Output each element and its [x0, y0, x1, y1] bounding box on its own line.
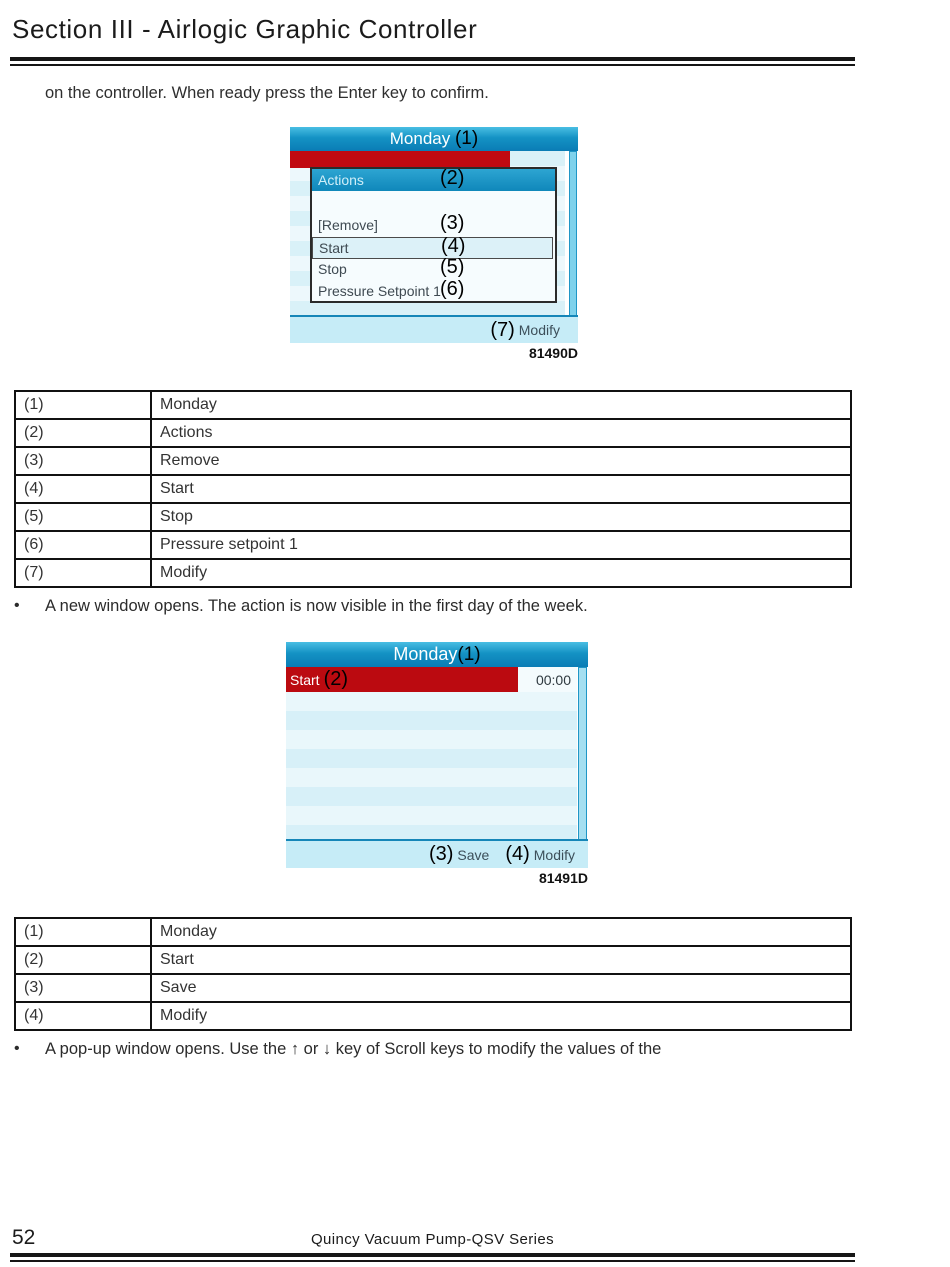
table-row: [15, 918, 851, 946]
intro-text: on the controller. When ready press the Enter key to confirm.: [45, 84, 489, 102]
scrollbar-thumb[interactable]: [569, 151, 577, 317]
callout-6: (6): [440, 278, 465, 300]
selected-day-row[interactable]: [290, 151, 510, 168]
key-num: (7): [15, 559, 151, 587]
softkey-modify[interactable]: [505, 843, 575, 866]
header-rule: [10, 57, 855, 66]
schedule-row-start[interactable]: [286, 667, 577, 692]
key-label: Actions: [151, 419, 851, 447]
screen2-scrollbar[interactable]: [577, 667, 588, 841]
key-label: Pressure setpoint 1: [151, 531, 851, 559]
key-label: Remove: [151, 447, 851, 475]
callout-5: (5): [440, 256, 465, 278]
callout-3: (3): [440, 212, 465, 234]
table-row: [15, 419, 851, 447]
callout-key-table-1: [14, 390, 852, 588]
controller-screen-2: [286, 642, 588, 868]
callout-4: (4): [441, 235, 466, 257]
softkey-save[interactable]: [429, 843, 489, 866]
screen2-softkey-bar: [286, 841, 588, 868]
menu-item-stop[interactable]: [312, 256, 555, 281]
bullet-text: A new window opens. The action is now visible in the first day of the week.: [45, 597, 588, 615]
figure2-id: 81491D: [538, 870, 588, 886]
schedule-action-cell[interactable]: [286, 667, 518, 692]
key-num: (5): [15, 503, 151, 531]
screen1-softkey-bar: [290, 317, 578, 343]
key-num: (6): [15, 531, 151, 559]
schedule-action-label: Start: [290, 671, 320, 688]
softkey-label: Modify: [518, 322, 560, 338]
section-title: Section III - Airlogic Graphic Controller: [12, 14, 478, 44]
bullet-item-2: [14, 1040, 950, 1059]
menu-item-label: Pressure Setpoint 1: [318, 283, 441, 299]
callout-4: (4): [505, 843, 530, 865]
key-num: (2): [15, 946, 151, 974]
table-row: [15, 974, 851, 1002]
page-header: [12, 14, 938, 45]
footer-rule: [10, 1253, 855, 1262]
softkey-modify[interactable]: [490, 319, 560, 342]
figure1-id: 81490D: [528, 345, 578, 361]
schedule-time-cell[interactable]: [518, 667, 577, 692]
key-label: Start: [151, 946, 851, 974]
dialog-spacer: [312, 191, 555, 215]
table-row: [15, 946, 851, 974]
scrollbar-thumb[interactable]: [578, 667, 587, 841]
table-row: [15, 391, 851, 419]
page-footer: [0, 1226, 950, 1262]
bullet-dot: •: [14, 597, 20, 614]
callout-key-table-2: [14, 917, 852, 1031]
table-row: [15, 559, 851, 587]
screen1-scrollbar[interactable]: [565, 151, 578, 317]
screen1-title: Monday: [389, 129, 451, 148]
callout-2: (2): [323, 668, 349, 690]
key-label: Stop: [151, 503, 851, 531]
actions-dialog: [310, 167, 557, 303]
table-row: [15, 475, 851, 503]
key-label: Monday: [151, 918, 851, 946]
key-label: Modify: [151, 1002, 851, 1030]
menu-item-remove[interactable]: [312, 212, 555, 237]
table-row: [15, 503, 851, 531]
bullet-text: A pop-up window opens. Use the ↑ or ↓ key of Scroll keys to modify the values of the: [45, 1040, 662, 1058]
callout-3: (3): [428, 843, 454, 865]
bullet-item-1: [14, 597, 950, 616]
controller-screen-1: [290, 127, 578, 343]
schedule-time-value: 00:00: [535, 671, 571, 688]
callout-2: (2): [440, 167, 465, 189]
menu-item-label: Start: [319, 240, 349, 256]
menu-item-start[interactable]: [312, 237, 553, 259]
key-label: Modify: [151, 559, 851, 587]
key-num: (2): [15, 419, 151, 447]
page-number: 52: [12, 1226, 36, 1249]
menu-item-label: Stop: [318, 261, 347, 277]
key-label: Start: [151, 475, 851, 503]
key-num: (1): [15, 918, 151, 946]
softkey-label: Modify: [533, 846, 575, 863]
key-num: (4): [15, 475, 151, 503]
key-num: (4): [15, 1002, 151, 1030]
key-num: (3): [15, 447, 151, 475]
menu-item-pressure-setpoint[interactable]: [312, 278, 555, 303]
callout-1: (1): [454, 128, 479, 149]
callout-7: (7): [490, 318, 515, 341]
table-row: [15, 447, 851, 475]
menu-item-label: [Remove]: [318, 217, 378, 233]
actions-dialog-header: [312, 169, 555, 191]
softkey-label: Save: [457, 846, 490, 863]
key-num: (3): [15, 974, 151, 1002]
screen2-titlebar: [286, 642, 588, 667]
callout-1: (1): [457, 644, 481, 665]
table-row: [15, 1002, 851, 1030]
key-num: (1): [15, 391, 151, 419]
key-label: Save: [151, 974, 851, 1002]
screen2-content: [286, 667, 577, 841]
actions-dialog-title: Actions: [318, 172, 364, 188]
screen1-titlebar: [290, 127, 578, 151]
footer-title: Quincy Vacuum Pump-QSV Series: [310, 1231, 555, 1248]
bullet-dot: •: [14, 1040, 20, 1057]
table-row: [15, 531, 851, 559]
key-label: Monday: [151, 391, 851, 419]
screen2-title: Monday: [393, 644, 458, 664]
